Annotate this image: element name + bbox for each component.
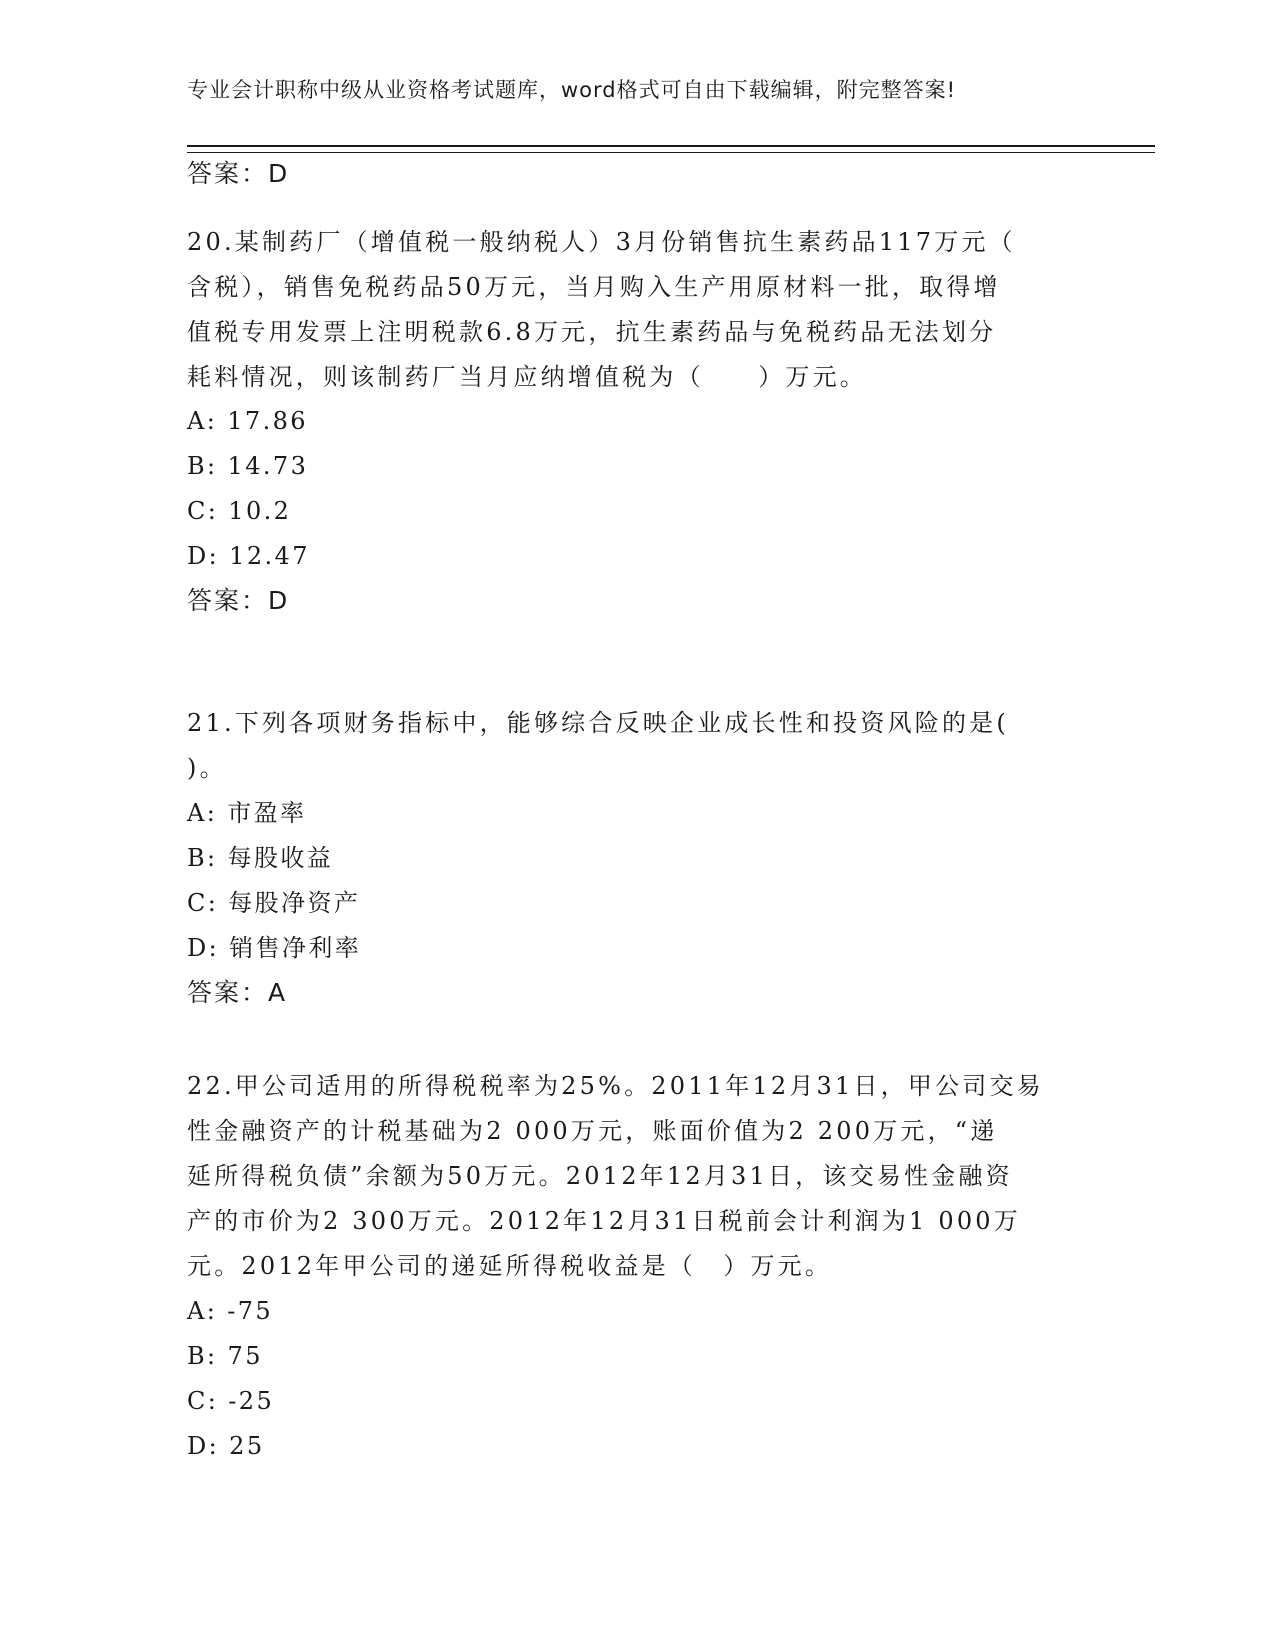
header-rule-thin	[187, 152, 1155, 153]
option-c: C: 每股净资产	[187, 889, 361, 917]
question-text-line: 性金融资产的计税基础为2 000万元，账面价值为2 200万元，“递	[187, 1117, 998, 1145]
question-text-line: 产的市价为2 300万元。2012年12月31日税前会计利润为1 000万	[187, 1207, 1021, 1235]
option-c: C: -25	[187, 1387, 275, 1415]
question-text-line: 延所得税负债”余额为50万元。2012年12月31日，该交易性金融资	[187, 1162, 1013, 1190]
question-text-line: 含税），销售免税药品50万元，当月购入生产用原材料一批，取得增	[187, 273, 1001, 301]
question-text-line: )。	[187, 754, 227, 782]
option-b: B: 75	[187, 1342, 263, 1370]
page-header: 专业会计职称中级从业资格考试题库，word格式可自由下载编辑，附完整答案!	[187, 78, 957, 102]
option-a: A: 市盈率	[187, 799, 307, 827]
option-a: A: -75	[187, 1297, 274, 1325]
question-text-line: 21.下列各项财务指标中，能够综合反映企业成长性和投资风险的是(	[187, 709, 1009, 737]
question-text-line: 元。2012年甲公司的递延所得税收益是（ ）万元。	[187, 1252, 833, 1280]
option-b: B: 每股收益	[187, 844, 334, 872]
question-text-line: 20.某制药厂（增值税一般纳税人）3月份销售抗生素药品117万元（	[187, 228, 1016, 256]
previous-answer: 答案：D	[187, 159, 290, 188]
option-d: D: 25	[187, 1432, 265, 1460]
option-c: C: 10.2	[187, 497, 292, 525]
question-text-line: 值税专用发票上注明税款6.8万元，抗生素药品与免税药品无法划分	[187, 318, 997, 346]
question-text-line: 耗料情况，则该制药厂当月应纳增值税为（ ）万元。	[187, 363, 867, 391]
option-b: B: 14.73	[187, 452, 309, 480]
answer: 答案：D	[187, 586, 290, 615]
option-a: A: 17.86	[187, 407, 308, 435]
header-rule-thick	[187, 145, 1155, 147]
answer: 答案：A	[187, 978, 288, 1007]
option-d: D: 销售净利率	[187, 934, 362, 962]
option-d: D: 12.47	[187, 542, 310, 570]
question-text-line: 22.甲公司适用的所得税税率为25%。2011年12月31日，甲公司交易	[187, 1072, 1044, 1100]
